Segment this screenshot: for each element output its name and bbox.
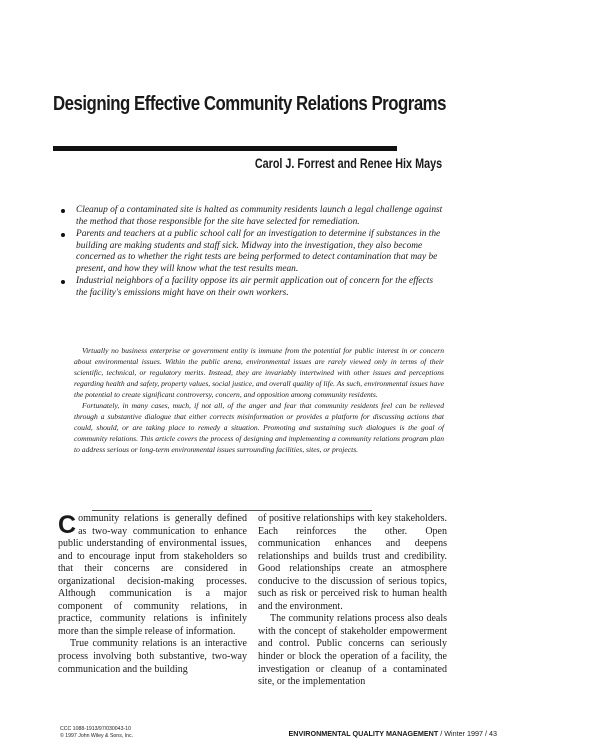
body-paragraph: True community relations is an interactive process involving both substantive, two-way communication and the building [58, 638, 247, 675]
body-text: ommunity relations is generally defined as two-way communication to enhance public understanding of environmental issues, and to encourage input from stakeholders so that their concerns are considered in organizational decision-making processes. Although communication is a major component of community relations, in practice, community relations is infinitely more than the simple release of information. [58, 513, 247, 637]
body-column-left [58, 513, 247, 676]
running-footer [289, 729, 497, 738]
issue-and-page: / Winter 1997 / 43 [440, 729, 497, 738]
scenario-item: Parents and teachers at a public school call for an investigation to determine if substances in the building are making students and staff sick. Midway into the investigation, they also become concerned as to whether the right tests are being performed to detect contamination that may be present, and how they will know what the test results mean. [60, 229, 443, 276]
body-column-right [258, 513, 447, 689]
article-title: Designing Effective Community Relations Programs [53, 92, 446, 115]
copyright-line: © 1997 John Wiley & Sons, Inc. [60, 733, 134, 739]
abstract [74, 345, 444, 455]
journal-name: ENVIRONMENTAL QUALITY MANAGEMENT [288, 729, 439, 738]
abstract-paragraph: Virtually no business enterprise or government entity is immune from the potential for public interest in or concern about environmental issues. Within the public arena, environmental issues are rarely viewed only in terms of their scientific, technical, or regulatory merits. Instead, they are invariably intertwined with other issues and perceptions regarding health and safety, property values, social justice, and overall quality of life. As such, environmental issues have the potential to create significant controversy, concern, and opposition among community residents. [74, 346, 444, 399]
title-rule [53, 146, 397, 151]
issn-line: CCC 1088-1913/97/030043-10 [60, 726, 131, 732]
body-paragraph [58, 513, 247, 638]
scenario-item: Industrial neighbors of a facility oppose its air permit application out of concern for the effects the facility's emissions might have on their own workers. [60, 276, 443, 299]
scenario-item: Cleanup of a contaminated site is halted as community residents launch a legal challenge against the method that those responsible for the site have selected for remediation. [60, 205, 443, 228]
abstract-paragraph: Fortunately, in many cases, much, if not all, of the anger and fear that community residents feel can be relieved through a substantive dialogue that either corrects misinformation or provides a platform for discussing actions that could, should, or are taking place to remedy a situation. Promoting and sustaining such dialogues is the goal of community relations. This article covers the process of designing and implementing a community relations program plan to address serious or long-term environmental issues surrounding facilities, sites, or projects. [74, 401, 444, 454]
scenario-list [60, 205, 443, 300]
section-divider [92, 510, 372, 511]
body-paragraph: The community relations process also deals with the concept of stakeholder empowerment and control. Public concerns can seriously hinder or block the operation of a facility, the investigation or cleanup of a contaminated site, or the implementation [258, 613, 447, 688]
article-authors: Carol J. Forrest and Renee Hix Mays [254, 156, 442, 171]
body-paragraph: of positive relationships with key stakeholders. Each reinforces the other. Open communication enhances and deepens relationships and builds trust and credibility. Good relationships create an atmosphere conducive to the discussion of serious topics, such as risk or perceived risk to human health and the environment. [258, 513, 447, 612]
copyright-notice [60, 726, 133, 740]
drop-cap: C [58, 511, 77, 539]
